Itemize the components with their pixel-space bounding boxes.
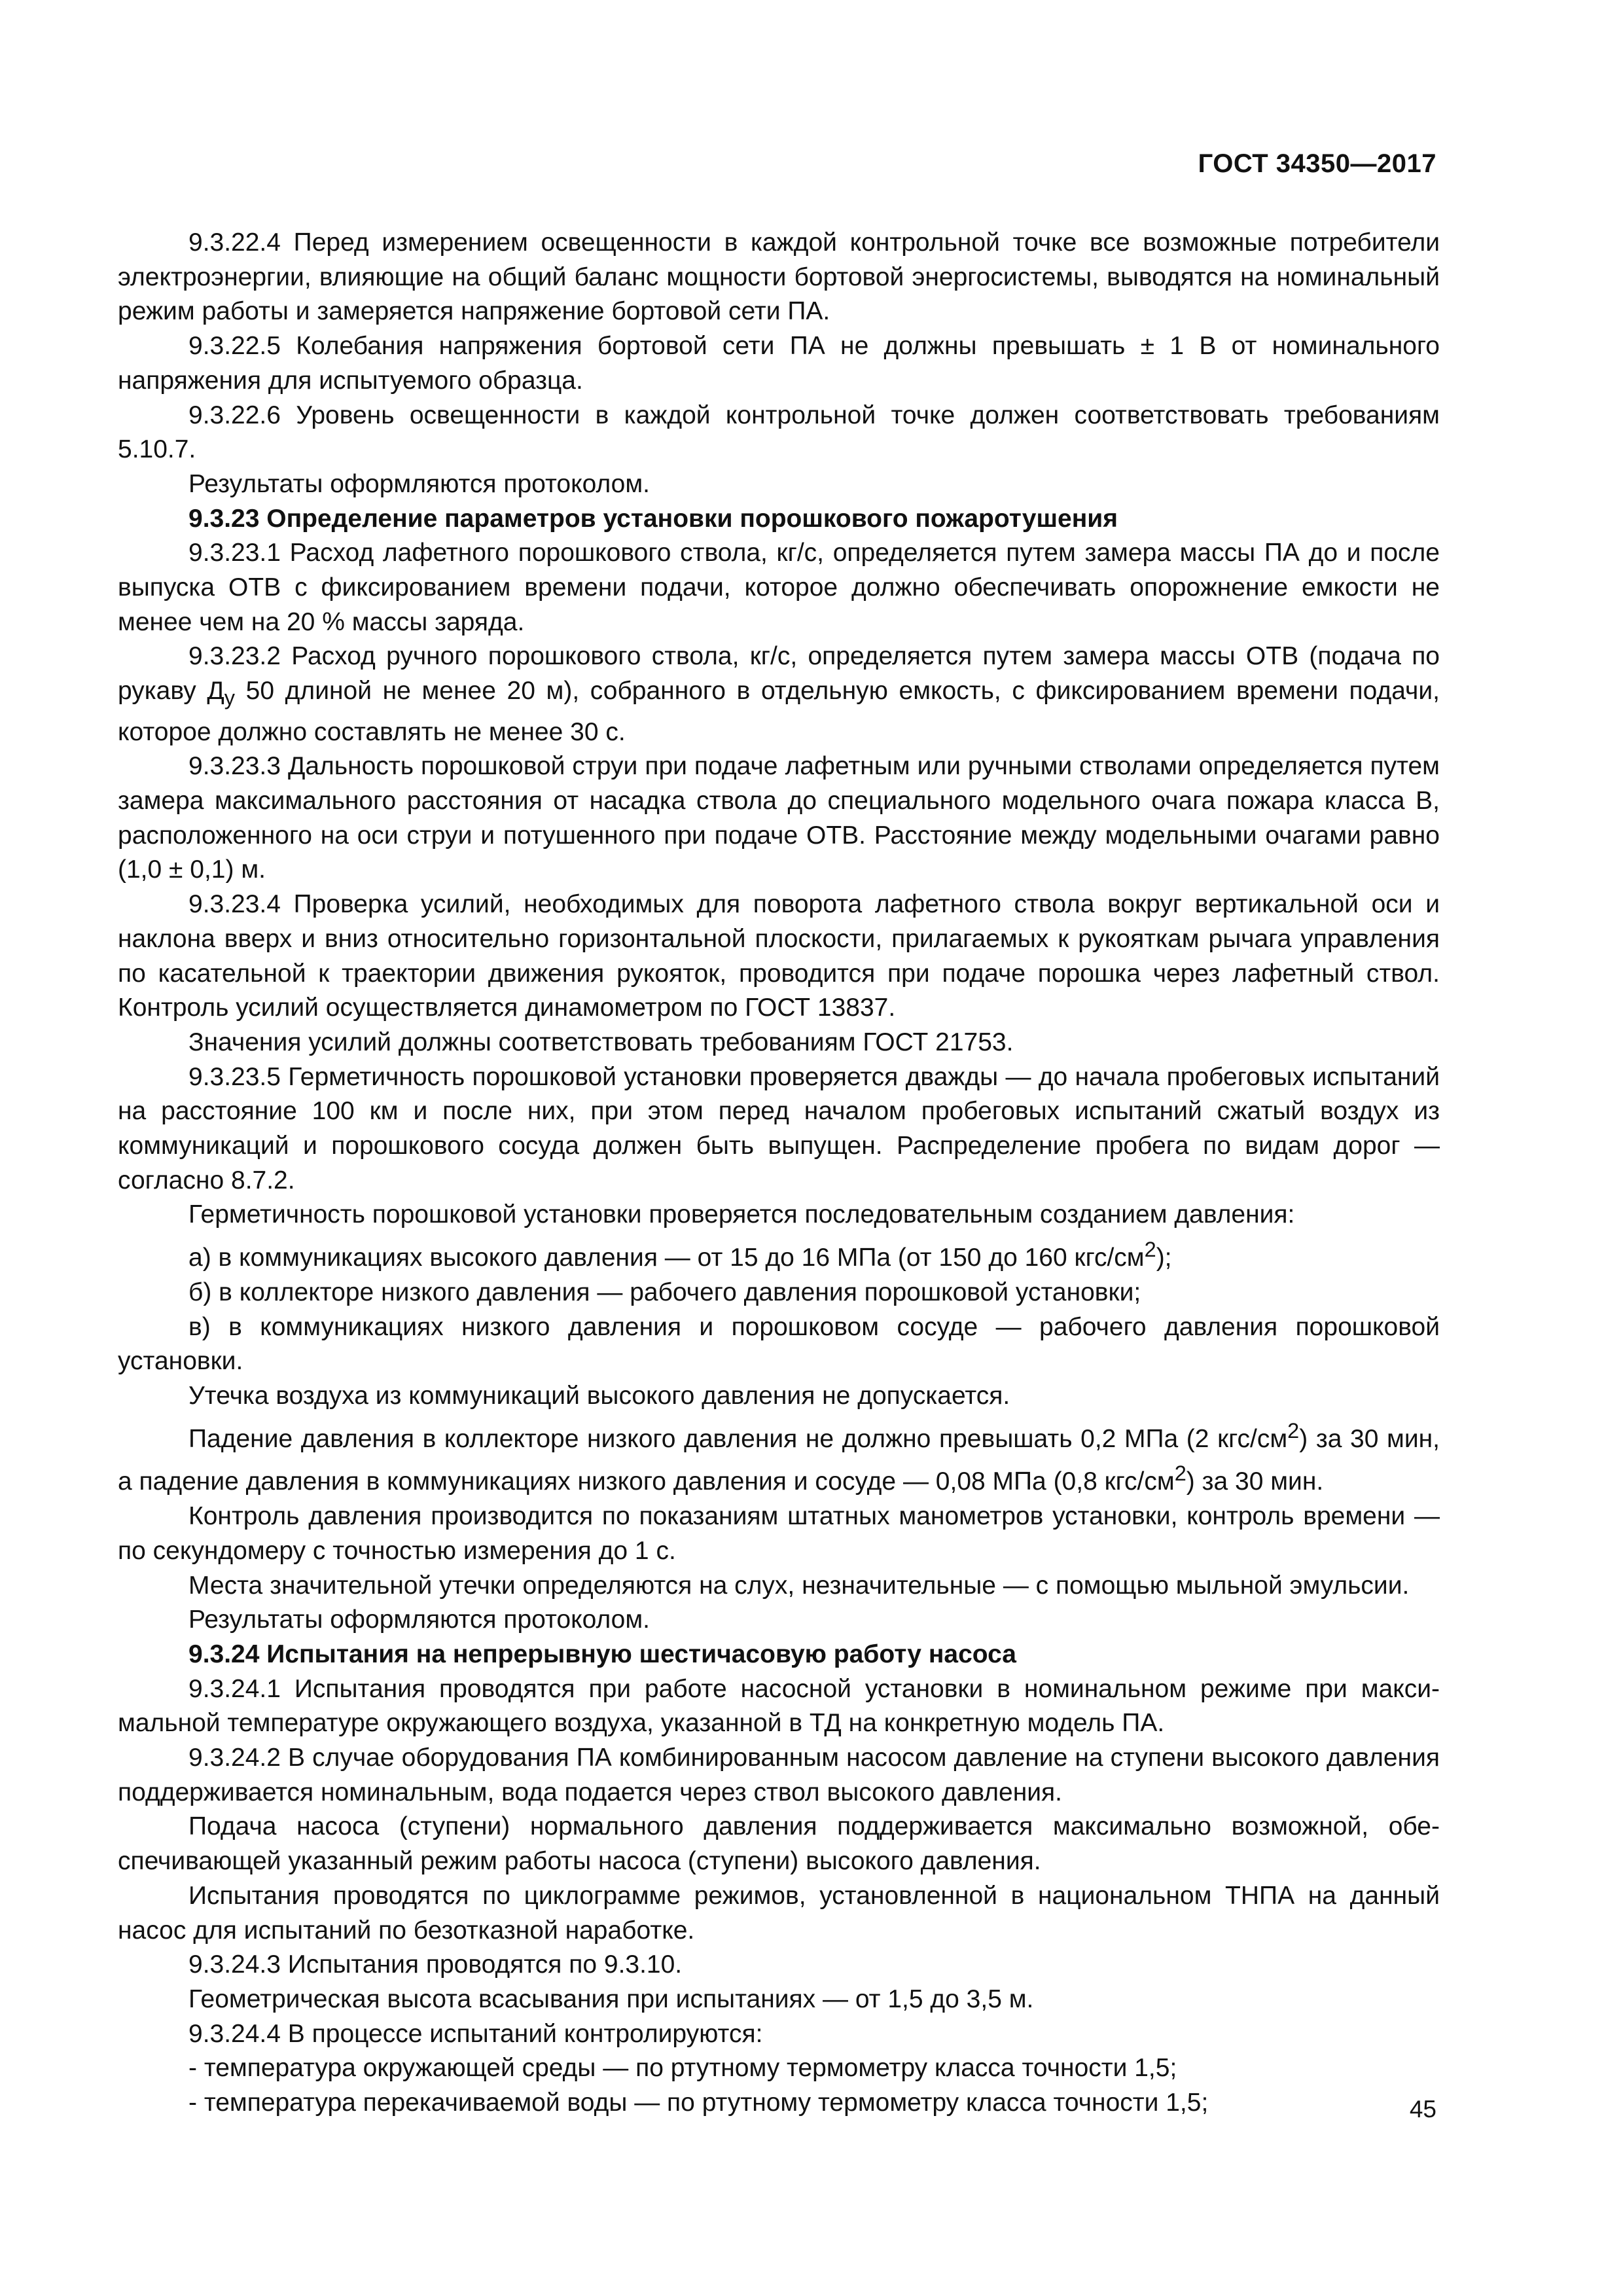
- superscript-2: 2: [1287, 1418, 1300, 1443]
- paragraph-9-3-24-3: 9.3.24.3 Испытания проводятся по 9.3.10.: [188, 1950, 683, 1979]
- results-note: Результаты оформляются протоколом.: [188, 469, 650, 498]
- pressure-drop-paragraph: [118, 1414, 1440, 1499]
- leak-detection-paragraph: Места значительной утечки определяются на слух, незначительные — с помощью мыльной эмульсии.: [188, 1571, 1410, 1600]
- paragraph-9-3-23-3: 9.3.23.3 Дальность порошковой струи при подаче лафетным или ручными стволами определяется путем замера максимального расстояния от насадка ствола до специального модельного очага пожара класса В, расположенного на оси струи и потушенного при подаче ОТВ. Расстояние между модельными очагами равно (1,0 ± 0,1) м.: [118, 752, 1440, 884]
- document-code-header: ГОСТ 34350—2017: [1198, 149, 1436, 178]
- results-note: Результаты оформляются протоколом.: [188, 1605, 650, 1634]
- paragraph-9-3-24-4: 9.3.24.4 В процессе испытаний контролируются:: [188, 2019, 763, 2048]
- pump-supply-paragraph: Подача насоса (ступени) нормального давления поддерживается максимально возможной, обеспечивающей указанный режим работы насоса (ступени) высокого давления.: [118, 1812, 1440, 1876]
- paragraph-9-3-23-4: 9.3.23.4 Проверка усилий, необходимых для поворота лафетного ствола вокруг вертикальной оси и наклона вверх и вниз относительно горизонтальной плоскости, прилагаемых к рукояткам рычага управления по касательной к траектории движения рукояток, проводится при подаче порошка через лафетный ствол. Контроль усилий осуществляется динамометром по ГОСТ 13837.: [118, 890, 1440, 1022]
- paragraph-9-3-22-5: 9.3.22.5 Колебания напряжения бортовой сети ПА не должны превышать ± 1 В от номинального напряжения для испытуемого образца.: [118, 332, 1440, 395]
- list-item-a-end: );: [1156, 1244, 1172, 1272]
- paragraph-9-3-22-4: 9.3.22.4 Перед измерением освещенности в каждой контрольной точке все возможные потребители электроэнергии, влияющие на общий баланс мощности бортовой энергосистемы, выводятся на номинальный режим работы и замеряется напряжение бортовой сети ПА.: [118, 228, 1440, 326]
- superscript-2: 2: [1174, 1462, 1186, 1486]
- page-number: 45: [1409, 2096, 1436, 2123]
- pressure-drop-part-1: Падение давления в коллекторе низкого давления не должно превышать 0,2 МПа (2 кгс/см: [188, 1424, 1288, 1453]
- section-heading-9-3-24: 9.3.24 Испытания на непрерывную шестичасовую работу насоса: [188, 1640, 1016, 1668]
- subscript-y: у: [224, 685, 236, 709]
- suction-height-paragraph: Геометрическая высота всасывания при испытаниях — от 1,5 до 3,5 м.: [188, 1984, 1034, 2013]
- paragraph-9-3-24-1: 9.3.24.1 Испытания проводятся при работе насосной установки в номинальном режиме при максимальной температуре окружающего воздуха, указанной в ТД на конкретную модель ПА.: [118, 1674, 1440, 1738]
- list-item-b: б) в коллекторе низкого давления — рабочего давления порошковой установки;: [188, 1278, 1141, 1306]
- list-item-ambient-temperature: - температура окружающей среды — по ртутному термометру класса точности 1,5;: [188, 2054, 1177, 2083]
- pressure-control-paragraph: Контроль давления производится по показаниям штатных манометров установки, контроль времени — по секундомеру с точностью измерения до 1 с.: [118, 1502, 1440, 1565]
- test-cyclogram-paragraph: Испытания проводятся по циклограмме режимов, установленной в национальном ТНПА на данный насос для испытаний по безотказной наработке.: [118, 1881, 1440, 1945]
- paragraph-9-3-24-2: 9.3.24.2 В случае оборудования ПА комбинированным насосом давление на ступени высокого давления поддерживается номинальным, вода подается через ствол высокого давления.: [118, 1744, 1440, 1806]
- paragraph-9-3-23-2-part-2: 50 длиной не менее 20 м), собранного в отдельную емкость, с фиксированием времени подачи, которое должно составлять не менее 30 с.: [118, 677, 1440, 746]
- pressure-drop-part-2: ) за 30 мин, а падение давления в коммуникациях низкого давления и сосуде — 0,08 МПа (0,8 кгс/см: [118, 1424, 1440, 1496]
- list-item-v: в) в коммуникациях низкого давления и порошковом сосуде — рабочего давления порошковой установки.: [118, 1312, 1440, 1376]
- list-item-a-text: а) в коммуникациях высокого давления — от 15 до 16 МПа (от 150 до 160 кгс/см: [188, 1244, 1145, 1272]
- paragraph-9-3-23-5: 9.3.23.5 Герметичность порошковой установки проверяется дважды — до начала пробеговых испытаний на расстояние 100 км и после них, при этом перед началом пробеговых испытаний сжатый воздух из коммуникаций и порошкового сосуда должен быть выпущен. Распределение пробега по видам дорог — согласно 8.7.2.: [118, 1062, 1440, 1194]
- air-leak-note: Утечка воздуха из коммуникаций высокого давления не допускается.: [188, 1382, 1010, 1410]
- tightness-check-intro: Герметичность порошковой установки проверяется последовательным созданием давления:: [188, 1200, 1295, 1229]
- paragraph-9-3-23-1: 9.3.23.1 Расход лафетного порошкового ствола, кг/с, определяется путем замера массы ПА до и после выпуска ОТВ с фиксированием времени подачи, которое должно обеспечивать опорожнение емкости не менее чем на 20 % массы заряда.: [118, 539, 1440, 636]
- pressure-drop-part-3: ) за 30 мин.: [1186, 1467, 1324, 1496]
- paragraph-9-3-23-2: [118, 639, 1440, 749]
- paragraph-9-3-23-2-part-1: 9.3.23.2 Расход ручного порошкового ствола, кг/с, определяется путем замера массы ОТВ (подача по рукаву Д: [118, 642, 1440, 706]
- section-heading-9-3-23: 9.3.23 Определение параметров установки порошкового пожаротушения: [188, 504, 1118, 533]
- list-item-a: [118, 1232, 1440, 1276]
- document-body: [118, 226, 1440, 2121]
- superscript-2: 2: [1144, 1238, 1156, 1262]
- paragraph-9-3-22-6: 9.3.22.6 Уровень освещенности в каждой контрольной точке должен соответствовать требованиям 5.10.7.: [118, 401, 1440, 464]
- forces-requirement: Значения усилий должны соответствовать требованиям ГОСТ 21753.: [188, 1028, 1014, 1056]
- list-item-water-temperature: - температура перекачиваемой воды — по ртутному термометру класса точности 1,5;: [188, 2089, 1209, 2117]
